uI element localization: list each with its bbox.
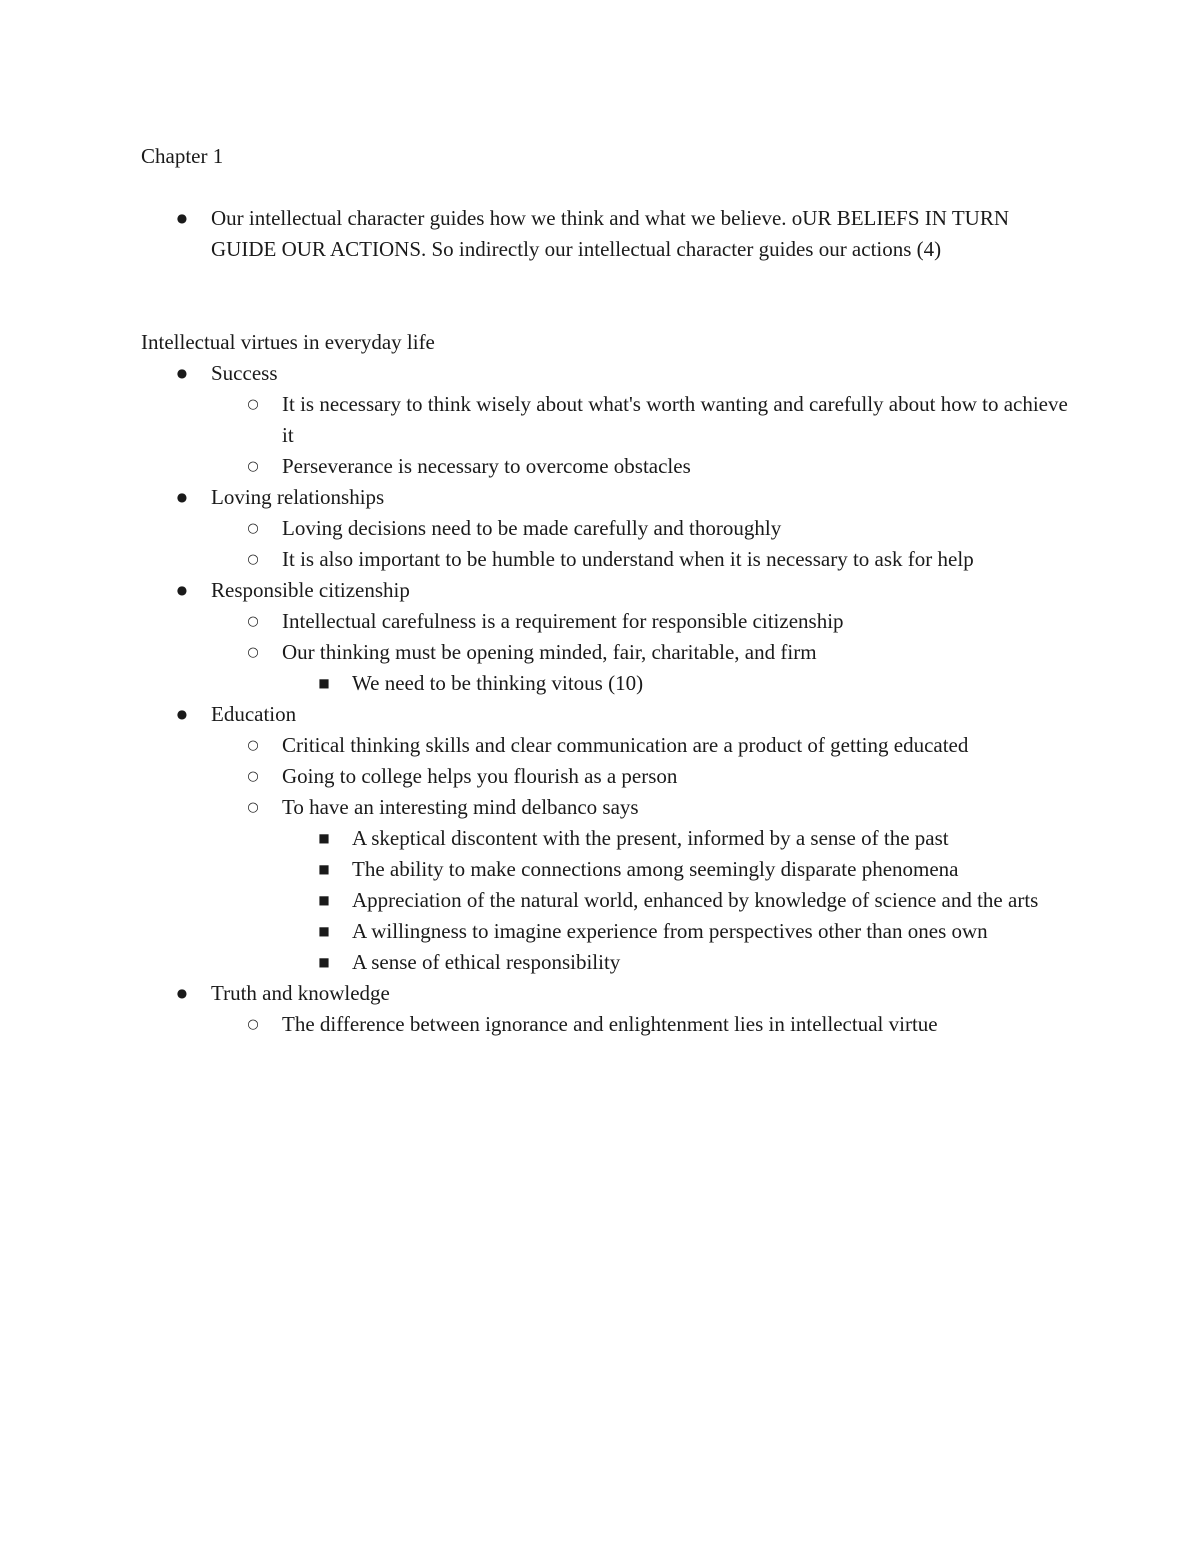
point-text: To have an interesting mind delbanco says bbox=[282, 795, 639, 819]
point bbox=[141, 637, 1081, 668]
topic-truth-and-knowledge bbox=[141, 978, 1081, 1009]
subpoint-text: The ability to make connections among seemingly disparate phenomena bbox=[352, 857, 959, 881]
point bbox=[141, 792, 1081, 823]
point bbox=[141, 1009, 1081, 1040]
virtues-outline bbox=[141, 358, 1081, 1040]
subpoint-text: Appreciation of the natural world, enhanced by knowledge of science and the arts bbox=[352, 888, 1039, 912]
topic-education bbox=[141, 699, 1081, 730]
filled-circle-bullet-icon: ● bbox=[176, 490, 188, 504]
topic-label: Truth and knowledge bbox=[211, 981, 390, 1005]
point-text: Perseverance is necessary to overcome obstacles bbox=[282, 454, 691, 478]
point-text: Our thinking must be opening minded, fair, charitable, and firm bbox=[282, 640, 817, 664]
filled-circle-bullet-icon: ● bbox=[176, 366, 188, 380]
filled-circle-bullet-icon: ● bbox=[176, 986, 188, 1000]
subpoint-text: A sense of ethical responsibility bbox=[352, 950, 621, 974]
hollow-circle-bullet-icon: ○ bbox=[247, 645, 259, 660]
square-bullet-icon: ■ bbox=[318, 893, 330, 907]
intro-bullet-text: Our intellectual character guides how we think and what we believe. oUR BELIEFS IN TURN GUIDE OUR ACTIONS. So indirectly our intellectual character guides our actions (4) bbox=[211, 206, 1009, 261]
subpoint bbox=[141, 854, 1081, 885]
point-text: Loving decisions need to be made carefully and thoroughly bbox=[282, 516, 782, 540]
hollow-circle-bullet-icon: ○ bbox=[247, 738, 259, 753]
hollow-circle-bullet-icon: ○ bbox=[247, 614, 259, 629]
point bbox=[141, 730, 1081, 761]
point-text: The difference between ignorance and enlightenment lies in intellectual virtue bbox=[282, 1012, 938, 1036]
point-text: It is necessary to think wisely about what's worth wanting and carefully about how to achieve it bbox=[282, 392, 1068, 447]
subpoint-text: We need to be thinking vitous (10) bbox=[352, 671, 644, 695]
square-bullet-icon: ■ bbox=[318, 924, 330, 938]
chapter-title: Chapter 1 bbox=[141, 144, 224, 168]
topic-responsible-citizenship bbox=[141, 575, 1081, 606]
filled-circle-bullet-icon: ● bbox=[176, 707, 188, 721]
topic-success bbox=[141, 358, 1081, 389]
square-bullet-icon: ■ bbox=[318, 955, 330, 969]
subpoint-text: A willingness to imagine experience from perspectives other than ones own bbox=[352, 919, 988, 943]
subpoint bbox=[141, 668, 1081, 699]
hollow-circle-bullet-icon: ○ bbox=[247, 800, 259, 815]
topic-label: Success bbox=[211, 361, 278, 385]
subpoint bbox=[141, 823, 1081, 854]
square-bullet-icon: ■ bbox=[318, 862, 330, 876]
point bbox=[141, 761, 1081, 792]
filled-circle-bullet-icon: ● bbox=[176, 211, 188, 225]
square-bullet-icon: ■ bbox=[318, 831, 330, 845]
topic-label: Responsible citizenship bbox=[211, 578, 410, 602]
point bbox=[141, 451, 1081, 482]
subpoint-text: A skeptical discontent with the present, informed by a sense of the past bbox=[352, 826, 949, 850]
topic-label: Loving relationships bbox=[211, 485, 385, 509]
point-text: It is also important to be humble to understand when it is necessary to ask for help bbox=[282, 547, 974, 571]
filled-circle-bullet-icon: ● bbox=[176, 583, 188, 597]
topic-loving-relationships bbox=[141, 482, 1081, 513]
point bbox=[141, 513, 1081, 544]
hollow-circle-bullet-icon: ○ bbox=[247, 769, 259, 784]
subpoint bbox=[141, 947, 1081, 978]
square-bullet-icon: ■ bbox=[318, 676, 330, 690]
hollow-circle-bullet-icon: ○ bbox=[247, 459, 259, 474]
point-text: Going to college helps you flourish as a person bbox=[282, 764, 678, 788]
hollow-circle-bullet-icon: ○ bbox=[247, 1017, 259, 1032]
hollow-circle-bullet-icon: ○ bbox=[247, 521, 259, 536]
intro-bullet bbox=[141, 203, 1061, 265]
hollow-circle-bullet-icon: ○ bbox=[247, 397, 259, 412]
hollow-circle-bullet-icon: ○ bbox=[247, 552, 259, 567]
point-text: Critical thinking skills and clear communication are a product of getting educated bbox=[282, 733, 969, 757]
subpoint bbox=[141, 916, 1081, 947]
subpoint bbox=[141, 885, 1081, 916]
topic-label: Education bbox=[211, 702, 297, 726]
intro-bullet-list bbox=[141, 203, 1061, 265]
point bbox=[141, 389, 1081, 451]
point bbox=[141, 544, 1081, 575]
section-title: Intellectual virtues in everyday life bbox=[141, 330, 435, 354]
point-text: Intellectual carefulness is a requirement for responsible citizenship bbox=[282, 609, 844, 633]
point bbox=[141, 606, 1081, 637]
